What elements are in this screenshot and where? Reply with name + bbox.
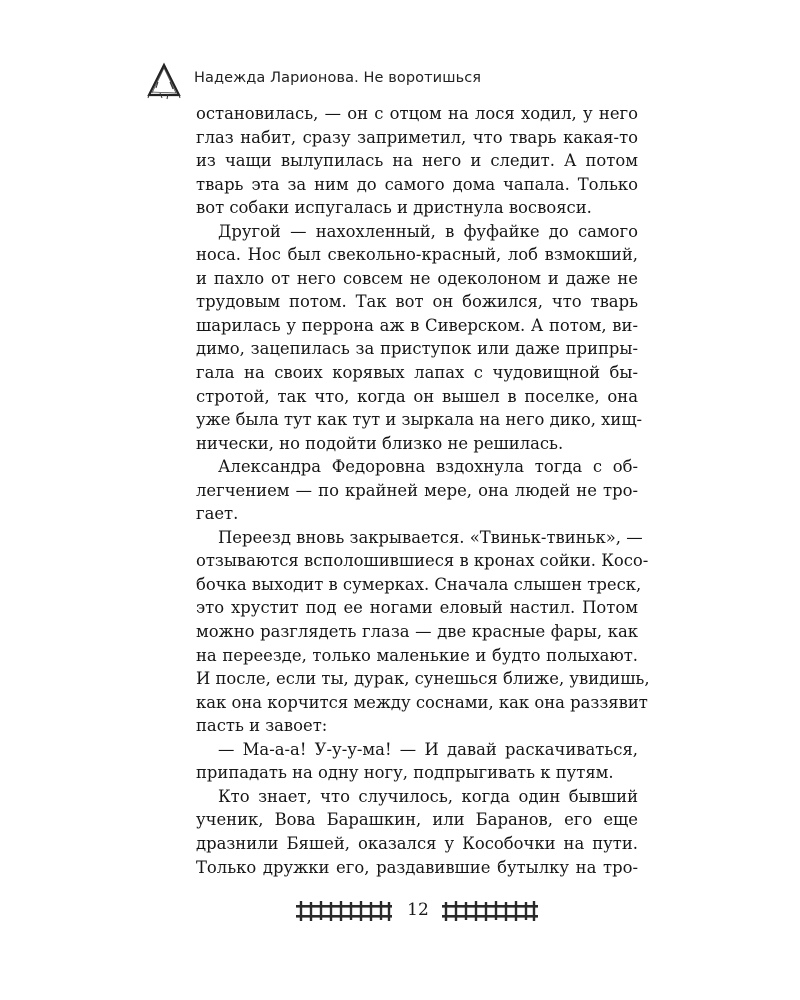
text-line: — Ма-а-а! У-у-у-ма! — И давай раскачиваться, [218,739,638,759]
text-line: шарилась у перрона аж в Сиверском. А потом, ви- [196,315,638,335]
text-line: И после, если ты, дурак, сунешься ближе, увидишь, [196,669,650,689]
running-header-title: Надежда Ларионова. Не воротишься [194,70,482,86]
text-line: уже была тут как тут и зыркала на него дико, хищ- [196,410,643,430]
text-line: легчением — по крайней мере, она людей не тро- [196,480,638,500]
text-line: тварь эта за ним до самого дома чапала. Только [196,174,638,194]
text-line: Переезд вновь закрывается. «Твиньк-твиньк», — [218,527,643,547]
text-line: вот собаки испугалась и дристнула восвояси. [196,198,592,218]
text-line: остановилась, — он с отцом на лося ходил, у него [196,104,638,123]
text-line: можно разглядеть глаза — две красные фары, как [196,622,638,642]
text-line: дразнили Бяшей, оказался у Кособочки на пути. [196,833,638,853]
page-footer [0,897,800,927]
text-line: припадать на одну ногу, подпрыгивать к путям. [196,763,614,783]
triangle-scratch-icon [146,62,182,100]
running-header [146,62,646,102]
text-line: носа. Нос был свекольно-красный, лоб взмокший, [196,245,638,265]
text-line: как она корчится между соснами, как она раззявит [196,692,648,712]
text-line: Александра Федоровна вздохнула тогда с об- [218,457,638,477]
text-line: из чащи вылупилась на него и следит. А потом [196,151,638,171]
text-line: димо, зацепилась за приступок или даже припры- [196,339,638,359]
text-line: Только дружки его, раздавившие бутылку на тро- [196,857,638,877]
railroad-track-icon [442,899,538,923]
text-line: Кто знает, что случилось, когда один бывший [218,786,638,806]
page-number: 12 [407,900,429,920]
text-line: гала на своих корявых лапах с чудовищной бы- [196,363,638,383]
text-line: и пахло от него совсем не одеколоном и даже не [196,268,638,288]
text-line: гает. [196,504,239,524]
text-line: это хрустит под ее ногами еловый настил. Потом [196,598,638,618]
text-line: пасть и завоет: [196,716,328,736]
text-line: ученик, Вова Барашкин, или Баранов, его еще [196,810,638,830]
railroad-track-icon [296,899,392,923]
text-line: стротой, так что, когда он вышел в поселке, она [196,386,638,406]
text-line: на переезде, только маленькие и будто полыхают. [196,645,638,665]
text-line: нически, но подойти близко не решилась. [196,433,564,453]
text-line: глаз набит, сразу заприметил, что тварь какая-то [196,127,638,147]
text-line: трудовым потом. Так вот он божился, что тварь [196,292,638,312]
body-text [196,102,650,879]
text-line: бочка выходит в сумерках. Сначала слышен треск, [196,574,642,594]
text-line: Другой — нахохленный, в фуфайке до самого [218,221,638,241]
text-line: отзываются всполошившиеся в кронах сойки. Косо- [196,551,649,571]
